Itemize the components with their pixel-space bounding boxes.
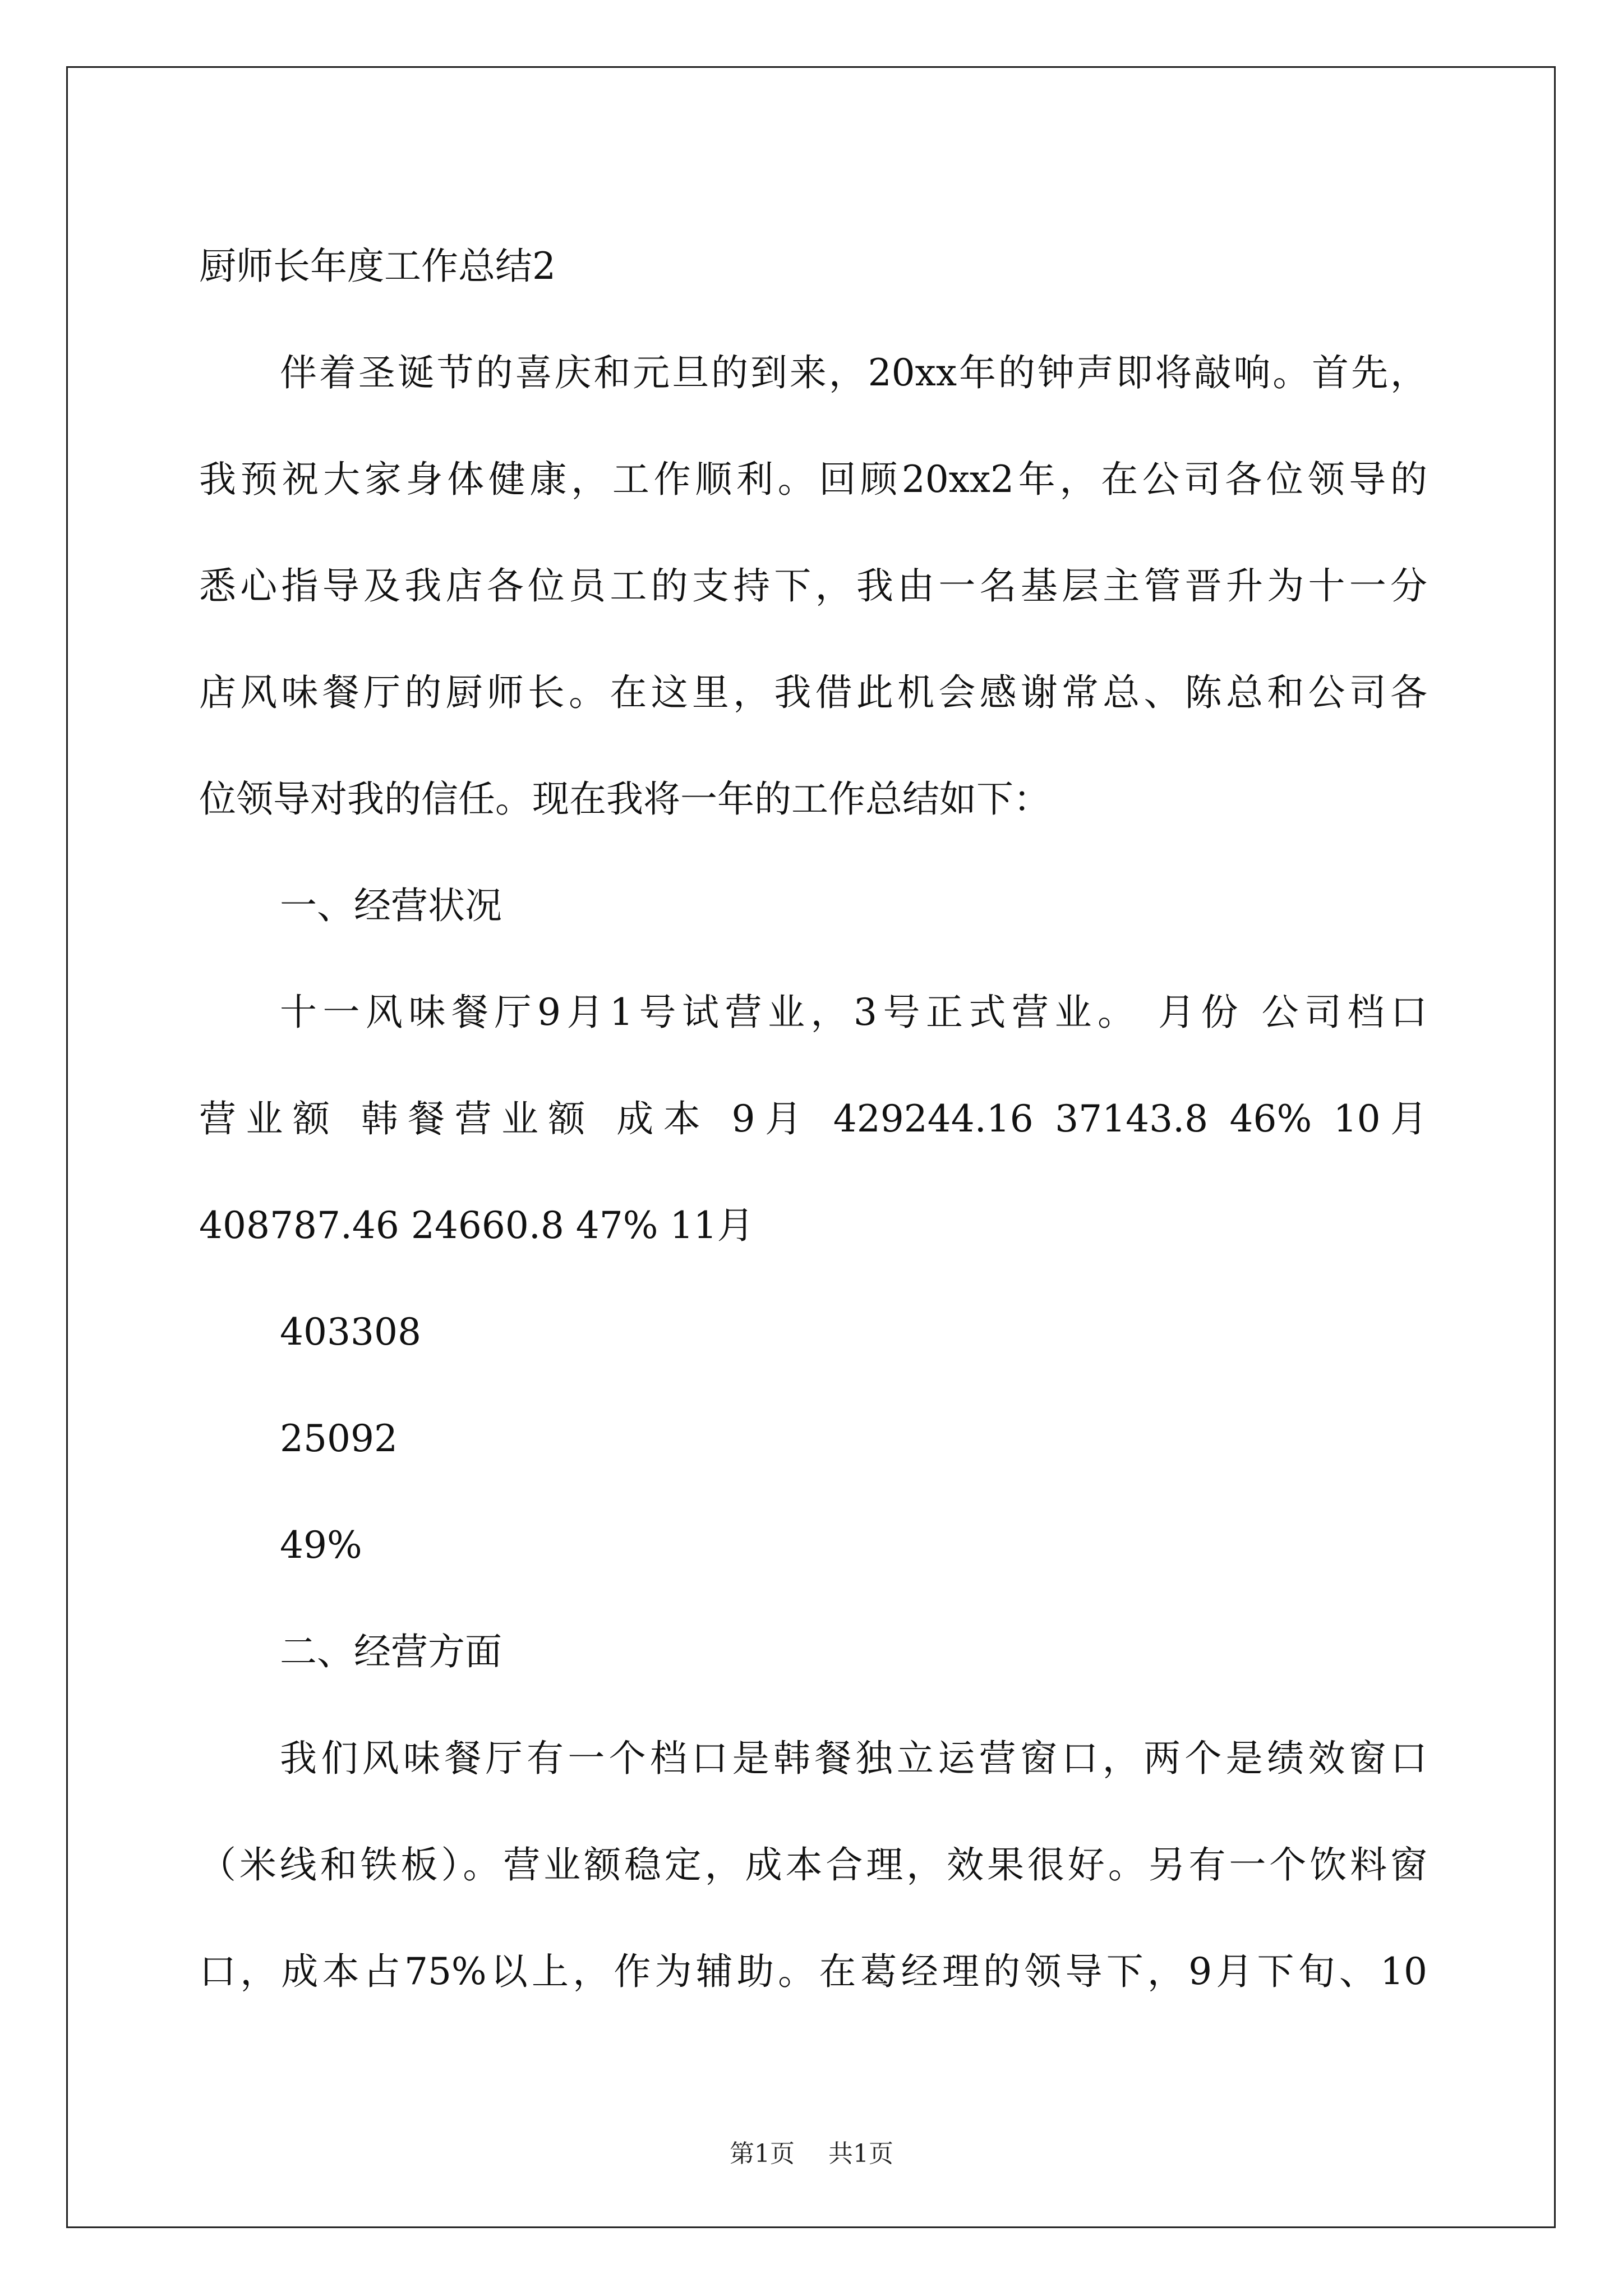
value-line: 403308 (280, 1310, 421, 1354)
paragraph-line: （米线和铁板）。营业额稳定，成本合理，效果很好。另有一个饮料窗 (199, 1843, 1427, 1887)
section-heading: 二、经营方面 (280, 1630, 502, 1673)
paragraph-line: 悉心指导及我店各位员工的支持下，我由一名基层主管晋升为十一分 (199, 564, 1427, 608)
value-line: 49% (280, 1524, 362, 1567)
page-total: 共1页 (828, 2139, 893, 2168)
page-number: 第1页 (730, 2139, 795, 2168)
value-line: 25092 (280, 1417, 398, 1460)
paragraph-line: 营业额 韩餐营业额 成本 9月 429244.16 37143.8 46% 10月 (199, 1097, 1427, 1140)
paragraph-line: 408787.46 24660.8 47% 11月 (199, 1204, 754, 1247)
paragraph-line: 店风味餐厅的厨师长。在这里，我借此机会感谢常总、陈总和公司各 (199, 671, 1427, 714)
page-footer (0, 2137, 1623, 2171)
paragraph-line: 位领导对我的信任。现在我将一年的工作总结如下： (199, 777, 1050, 821)
paragraph-line: 我们风味餐厅有一个档口是韩餐独立运营窗口，两个是绩效窗口 (280, 1737, 1427, 1780)
section-heading: 一、经营状况 (280, 884, 502, 927)
paragraph-line: 伴着圣诞节的喜庆和元旦的到来，20xx年的钟声即将敲响。首先， (280, 351, 1427, 394)
paragraph-line: 十一风味餐厅9月1号试营业，3号正式营业。 月份 公司档口 (280, 991, 1427, 1034)
document-body (199, 213, 1427, 2025)
paragraph-line: 口，成本占75%以上，作为辅助。在葛经理的领导下，9月下旬、10 (199, 1950, 1427, 1993)
paragraph-line: 我预祝大家身体健康，工作顺利。回顾20xx2年，在公司各位领导的 (199, 458, 1427, 501)
document-title: 厨师长年度工作总结2 (199, 245, 556, 288)
